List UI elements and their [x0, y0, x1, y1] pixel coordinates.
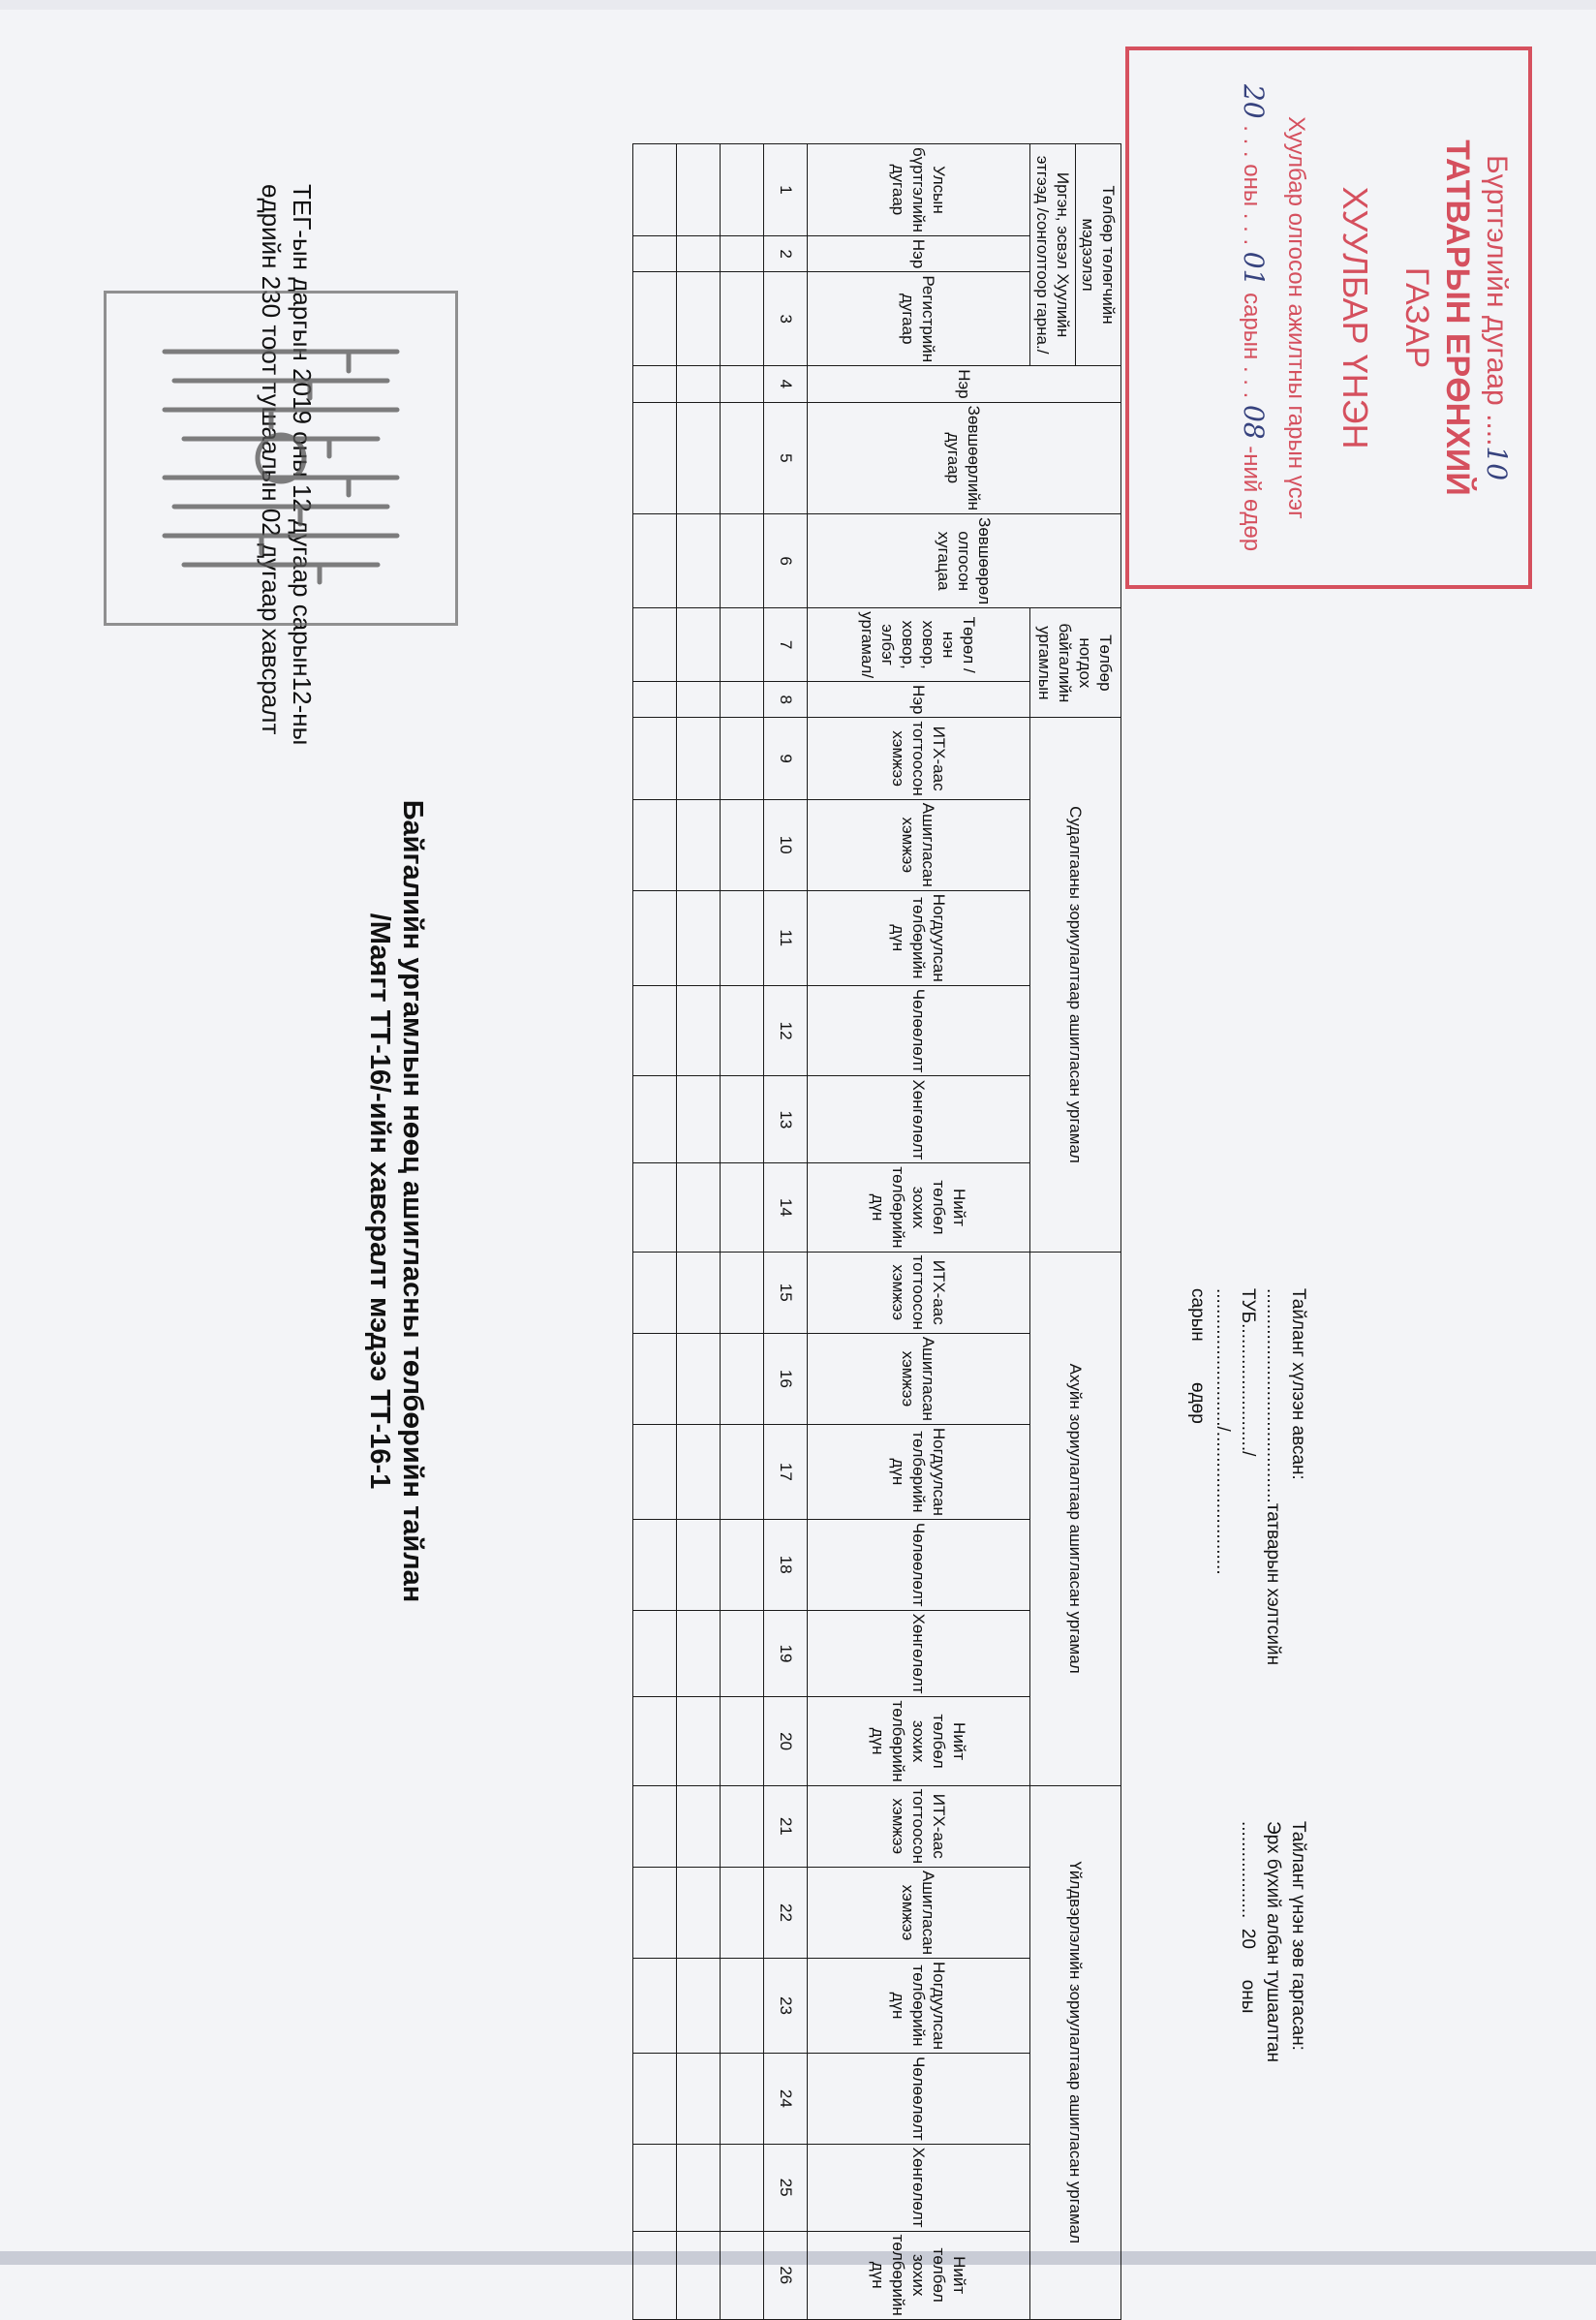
empty-cell[interactable] — [677, 1519, 721, 1610]
empty-cell[interactable] — [677, 2231, 721, 2319]
group-household: Ахуйн зориулалтаар ашигласан ургамал — [1030, 1252, 1121, 1785]
stamp-date-text-2: сарын . . . — [1239, 286, 1265, 405]
sig-right-line: ..........................................татварын хэлтсийн — [1263, 1288, 1283, 1666]
sig-right-line-2: .........................../............................ — [1212, 1288, 1233, 1575]
certified-copy-stamp — [1125, 46, 1532, 589]
empty-cell[interactable] — [677, 1333, 721, 1424]
empty-cell[interactable] — [721, 235, 764, 271]
household-used: Ашигласан хэмжээ — [808, 1333, 1030, 1424]
col-registry-number: Регистрийн дугаар — [808, 272, 1030, 366]
column-number: 5 — [764, 402, 808, 513]
column-number: 7 — [764, 608, 808, 682]
seal-stamp — [104, 291, 458, 626]
report-table — [632, 143, 1121, 2320]
sig-date-20: 20 — [1238, 1928, 1258, 1949]
industry-discount: Хөнгөлөлт — [808, 2144, 1030, 2231]
empty-cell[interactable] — [633, 272, 677, 366]
empty-cell[interactable] — [721, 1519, 764, 1610]
column-number: 6 — [764, 514, 808, 608]
column-number: 23 — [764, 1958, 808, 2053]
empty-cell[interactable] — [721, 402, 764, 513]
empty-cell[interactable] — [633, 1697, 677, 1785]
column-number: 15 — [764, 1252, 808, 1333]
empty-cell[interactable] — [721, 1163, 764, 1252]
empty-cell[interactable] — [633, 985, 677, 1076]
stamp-registration-label: Бүртгэлийн дугаар .... — [1481, 154, 1513, 447]
empty-cell[interactable] — [633, 2231, 677, 2319]
industry-total: Нийт төлбөл зохих төлбөрийн дүн — [808, 2231, 1030, 2319]
column-number: 24 — [764, 2053, 808, 2144]
signature-block-received — [1184, 1288, 1310, 1792]
industry-exemption: Чөлөөлөлт — [808, 2053, 1030, 2144]
empty-cell[interactable] — [633, 1958, 677, 2053]
title-line-1: Байгалийн ургамлын нөөц ашигласны төлбөрийн тайлан — [397, 799, 428, 1603]
empty-cell[interactable] — [677, 1867, 721, 1958]
stamp-date-year: 20 — [1238, 83, 1270, 119]
empty-cell[interactable] — [721, 985, 764, 1076]
column-number: 11 — [764, 890, 808, 985]
title-line-2: /Маягт ТТ-16/-ийн хавсралт мэдээ ТТ-16-1 — [364, 913, 395, 1490]
empty-cell[interactable] — [677, 890, 721, 985]
empty-cell[interactable] — [721, 890, 764, 985]
empty-cell[interactable] — [677, 2144, 721, 2231]
empty-cell[interactable] — [633, 2053, 677, 2144]
empty-cell[interactable] — [633, 799, 677, 890]
table-row — [633, 144, 677, 2320]
column-number: 13 — [764, 1076, 808, 1163]
group-research: Судалгааны зориулалтаар ашигласан ургамал — [1030, 718, 1121, 1252]
empty-cell[interactable] — [633, 366, 677, 402]
stamp-org-line-2: ГАЗАР — [1398, 266, 1435, 369]
group-plant: Төлбөр ногдох байгалийн ургамлын — [1030, 608, 1121, 718]
column-number: 8 — [764, 682, 808, 718]
empty-cell[interactable] — [677, 1252, 721, 1333]
empty-cell[interactable] — [677, 514, 721, 608]
sig-left-title: Тайланг үнэн зөв гаргасан: — [1288, 1821, 1308, 2051]
empty-cell[interactable] — [721, 2231, 764, 2319]
empty-cell[interactable] — [721, 1697, 764, 1785]
empty-cell[interactable] — [721, 144, 764, 236]
column-number: 21 — [764, 1785, 808, 1867]
empty-cell[interactable] — [721, 799, 764, 890]
empty-cell[interactable] — [721, 718, 764, 799]
empty-cell[interactable] — [677, 718, 721, 799]
industry-fee: Ногдуулсан төлбөрийн дүн — [808, 1958, 1030, 2053]
household-exemption: Чөлөөлөлт — [808, 1519, 1030, 1610]
column-number: 10 — [764, 799, 808, 890]
empty-cell[interactable] — [677, 682, 721, 718]
empty-cell[interactable] — [633, 608, 677, 682]
column-number: 9 — [764, 718, 808, 799]
sig-left-date: ................... 20 оны — [1238, 1821, 1258, 2014]
column-number-row — [764, 144, 808, 2320]
empty-cell[interactable] — [677, 272, 721, 366]
empty-cell[interactable] — [633, 1785, 677, 1867]
column-number: 20 — [764, 1697, 808, 1785]
empty-cell[interactable] — [677, 608, 721, 682]
column-number: 18 — [764, 1519, 808, 1610]
empty-cell[interactable] — [633, 514, 677, 608]
stamp-registration-line — [1478, 50, 1515, 585]
empty-cell[interactable] — [677, 2053, 721, 2144]
industry-allowed: ИТХ-аас тогтоосон хэмжээ — [808, 1785, 1030, 1867]
empty-cell[interactable] — [677, 402, 721, 513]
empty-cell[interactable] — [721, 366, 764, 402]
empty-cell[interactable] — [677, 1163, 721, 1252]
industry-used: Ашигласан хэмжээ — [808, 1867, 1030, 1958]
sig-left-role: Эрх бүхий албан тушаалтан — [1263, 1821, 1283, 2063]
empty-cell[interactable] — [721, 1785, 764, 1867]
research-allowed: ИТХ-аас тогтоосон хэмжээ — [808, 718, 1030, 799]
col-register-number: Улсын бүртгэлийн дугаар — [808, 144, 1030, 236]
household-discount: Хөнгөлөлт — [808, 1610, 1030, 1697]
empty-cell[interactable] — [633, 718, 677, 799]
empty-cell[interactable] — [633, 1076, 677, 1163]
empty-cell[interactable] — [677, 985, 721, 1076]
col-plant-type: Төрөл /нэн ховор, ховор, элбэг ургамал/ — [808, 608, 1030, 682]
research-total: Нийт төлбөл зохих төлбөрийн дүн — [808, 1163, 1030, 1252]
empty-cell[interactable] — [721, 1867, 764, 1958]
research-used: Ашигласан хэмжээ — [808, 799, 1030, 890]
empty-cell[interactable] — [633, 1252, 677, 1333]
empty-cell[interactable] — [721, 682, 764, 718]
empty-cell[interactable] — [677, 1424, 721, 1519]
empty-cell[interactable] — [677, 799, 721, 890]
empty-cell[interactable] — [633, 890, 677, 985]
empty-cell[interactable] — [677, 235, 721, 271]
table-row — [677, 144, 721, 2320]
column-number: 19 — [764, 1610, 808, 1697]
stamp-date-day: 08 — [1238, 404, 1270, 440]
empty-cell[interactable] — [633, 402, 677, 513]
empty-cell[interactable] — [633, 144, 677, 236]
column-number: 2 — [764, 235, 808, 271]
empty-cell[interactable] — [633, 1519, 677, 1610]
mongolian-seal-icon — [126, 313, 436, 603]
col-name-2: Нэр — [808, 366, 1121, 402]
research-exemption: Чөлөөлөлт — [808, 985, 1030, 1076]
group-citizen: Иргэн, эсвэл Хуулийн этгээд /сонголтоор гарна./ — [1030, 144, 1076, 366]
stamp-date-month: 01 — [1238, 251, 1270, 287]
stamp-date-text-3: -ний өдөр — [1239, 439, 1265, 552]
group-industry: Үйлдвэрлэлийн зориулалтаар ашигласан ургамал — [1030, 1785, 1121, 2319]
column-number: 12 — [764, 985, 808, 1076]
column-number: 4 — [764, 366, 808, 402]
stamp-registration-number: 10 — [1481, 446, 1513, 481]
table-row — [721, 144, 764, 2320]
sig-date-year-label: оны — [1238, 1979, 1258, 2014]
empty-cell[interactable] — [721, 272, 764, 366]
signature-block-submitted — [1235, 1821, 1310, 2228]
column-number: 17 — [764, 1424, 808, 1519]
col-plant-name: Нэр — [808, 682, 1030, 718]
empty-cell[interactable] — [633, 2144, 677, 2231]
research-fee: Ногдуулсан төлбөрийн дүн — [808, 890, 1030, 985]
group-payer-info: Төлбөр төлөгчийн мэдээлэл — [1076, 144, 1121, 366]
col-permit-date: Зөвшөөрөл олгосон хугацаа — [808, 514, 1121, 608]
column-number: 16 — [764, 1333, 808, 1424]
stamp-true-copy: ХУУЛБАР ҮНЭН — [1335, 186, 1375, 449]
empty-cell[interactable] — [677, 1697, 721, 1785]
household-fee: Ногдуулсан төлбөрийн дүн — [808, 1424, 1030, 1519]
column-number: 3 — [764, 272, 808, 366]
empty-cell[interactable] — [721, 1252, 764, 1333]
empty-cell[interactable] — [721, 608, 764, 682]
stamp-date-text-1: . . . оны . . . — [1239, 118, 1265, 252]
empty-cell[interactable] — [677, 144, 721, 236]
sig-date-month-label: сарын — [1187, 1288, 1208, 1342]
column-number: 1 — [764, 144, 808, 236]
sig-tub: ТУБ........................./ — [1238, 1288, 1258, 1457]
empty-cell[interactable] — [633, 682, 677, 718]
empty-cell[interactable] — [721, 2144, 764, 2231]
empty-cell[interactable] — [721, 1076, 764, 1163]
empty-cell[interactable] — [633, 1333, 677, 1424]
sig-date-day-label: өдөр — [1187, 1382, 1208, 1424]
empty-cell[interactable] — [721, 1424, 764, 1519]
header-line-1: ТЕГ-ын даргын 2019 оны 12 дугаар сарын12-ны — [288, 184, 317, 746]
header-line-2: өдрийн 230 тоот тушаалын 02 дугаар хавсралт — [257, 184, 286, 735]
column-number: 22 — [764, 1867, 808, 1958]
col-name: Нэр — [808, 235, 1030, 271]
empty-cell[interactable] — [677, 1076, 721, 1163]
sig-right-title: Тайланг хүлээн авсан: — [1288, 1288, 1308, 1480]
document-title — [363, 756, 429, 1647]
empty-cell[interactable] — [677, 366, 721, 402]
empty-cell[interactable] — [633, 1163, 677, 1252]
column-number: 25 — [764, 2144, 808, 2231]
empty-cell[interactable] — [677, 1958, 721, 2053]
empty-cell[interactable] — [721, 1333, 764, 1424]
empty-cell[interactable] — [633, 1424, 677, 1519]
household-total: Нийт төлбөл зохих төлбөрийн дүн — [808, 1697, 1030, 1785]
stamp-org-line-1: ТАТВАРЫН ЕРӨНХИЙ — [1439, 139, 1476, 496]
empty-cell[interactable] — [677, 1785, 721, 1867]
column-number: 26 — [764, 2231, 808, 2319]
research-discount: Хөнгөлөлт — [808, 1076, 1030, 1163]
stamp-signature-label: Хуулбар олгосон ажилтны гарын үсэг — [1283, 116, 1309, 519]
empty-cell[interactable] — [721, 2053, 764, 2144]
empty-cell[interactable] — [677, 1610, 721, 1697]
empty-cell[interactable] — [633, 1867, 677, 1958]
col-permit-number: Зөвшөөрлийн дугаар — [808, 402, 1121, 513]
empty-cell[interactable] — [633, 235, 677, 271]
empty-cell[interactable] — [721, 1610, 764, 1697]
empty-cell[interactable] — [721, 514, 764, 608]
column-number: 14 — [764, 1163, 808, 1252]
stamp-date-line — [1236, 50, 1269, 585]
empty-cell[interactable] — [721, 1958, 764, 2053]
household-allowed: ИТХ-аас тогтоосон хэмжээ — [808, 1252, 1030, 1333]
sig-month-day — [1184, 1288, 1210, 1792]
empty-cell[interactable] — [633, 1610, 677, 1697]
